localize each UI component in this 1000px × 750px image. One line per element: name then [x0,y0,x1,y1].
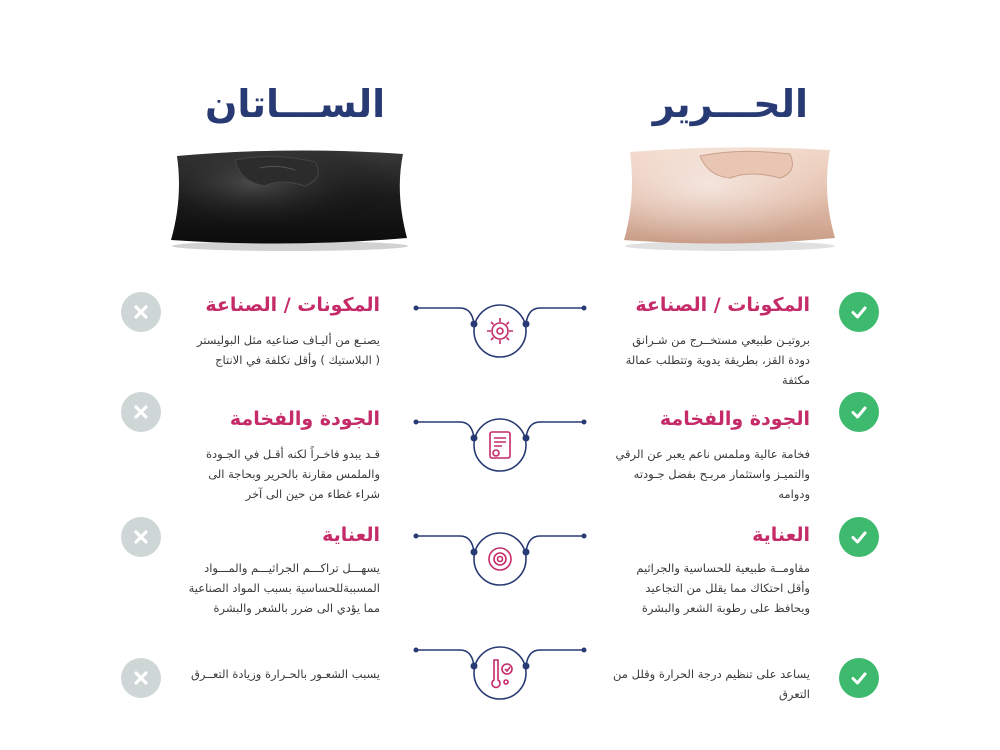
desc-line: التعرق [779,687,810,701]
satin-cross-badge [121,392,161,432]
satin-cross-badge [121,517,161,557]
satin-desc-care [180,558,380,618]
satin-desc-manufacturing [180,330,380,370]
desc-line: مقاومــة طبيعية للحساسية والجراثيم [636,561,810,575]
desc-line: قـد يبدو فاخـراً لكنه أقـل في الجـودة [205,447,380,461]
silk-check-badge [839,392,879,432]
satin-pillow-image [165,138,415,253]
desc-line: يصنـع من أليـاف صناعيه مثل البوليستر [196,333,380,347]
desc-line: ودوامه [778,487,810,501]
satin-desc-temperature [160,664,380,684]
silk-pillow-image [620,138,840,253]
row-connector [410,296,590,366]
desc-line: بروتيـن طبيعي مستخــرج من شـرانق [632,333,810,347]
cross-icon [132,528,150,546]
satin-desc-quality [180,444,380,504]
desc-line: دودة القز، بطريقة يدوية وتتطلب عمالة [625,353,810,367]
silk-check-badge [839,658,879,698]
satin-heading-manufacturing: المكونات / الصناعة [205,294,380,316]
satin-heading-care: العناية [322,524,380,546]
silk-check-badge [839,517,879,557]
check-icon [849,668,869,688]
desc-line: فخامة عالية وملمس ناعم يعبر عن الرقي [615,447,810,461]
cross-icon [132,303,150,321]
check-icon [849,302,869,322]
desc-line: والتميـز واستثمار مربـح بفضل جـودته [633,467,810,481]
satin-cross-badge [121,658,161,698]
row-connector [410,524,590,594]
cross-icon [132,403,150,421]
silk-desc-temperature [610,664,810,704]
row-connector [410,638,590,708]
silk-column-title: الحـــرير [652,82,808,126]
silk-desc-care [610,558,810,618]
desc-line: مكثفة [782,373,810,387]
satin-heading-quality: الجودة والفخامة [229,408,380,430]
silk-heading-care: العناية [752,524,810,546]
silk-heading-quality: الجودة والفخامة [659,408,810,430]
silk-heading-manufacturing: المكونات / الصناعة [635,294,810,316]
desc-line: ( البلاستيك ) وأقل تكلفة في الانتاج [215,353,380,367]
desc-line: يسهـــل تراكـــم الجراثيـــم والمـــواد [204,561,380,575]
satin-column-title: الســـاتان [205,82,386,126]
row-connector [410,410,590,480]
check-icon [849,402,869,422]
desc-line: والملمس مقارنة بالحرير وبحاجة الى [208,467,380,481]
silk-desc-manufacturing [610,330,810,390]
desc-line: يساعد على تنظيم درجة الحرارة وقلل من [613,667,810,681]
cross-icon [132,669,150,687]
desc-line: شراء غطاء من حين الى آخر [245,487,380,501]
silk-desc-quality [610,444,810,504]
check-icon [849,527,869,547]
desc-line: ويحافظ على رطوبة الشعر والبشرة [641,601,810,615]
desc-line: يسبب الشعـور بالحـرارة وزيادة التعــرق [190,667,380,681]
satin-cross-badge [121,292,161,332]
desc-line: مما يؤدي الى ضرر بالشعر والبشرة [213,601,380,615]
desc-line: وأقل احتكاك مما يقلل من التجاعيد [645,581,810,595]
desc-line: المسببةللحساسية بسبب المواد الصناعية [188,581,380,595]
silk-check-badge [839,292,879,332]
